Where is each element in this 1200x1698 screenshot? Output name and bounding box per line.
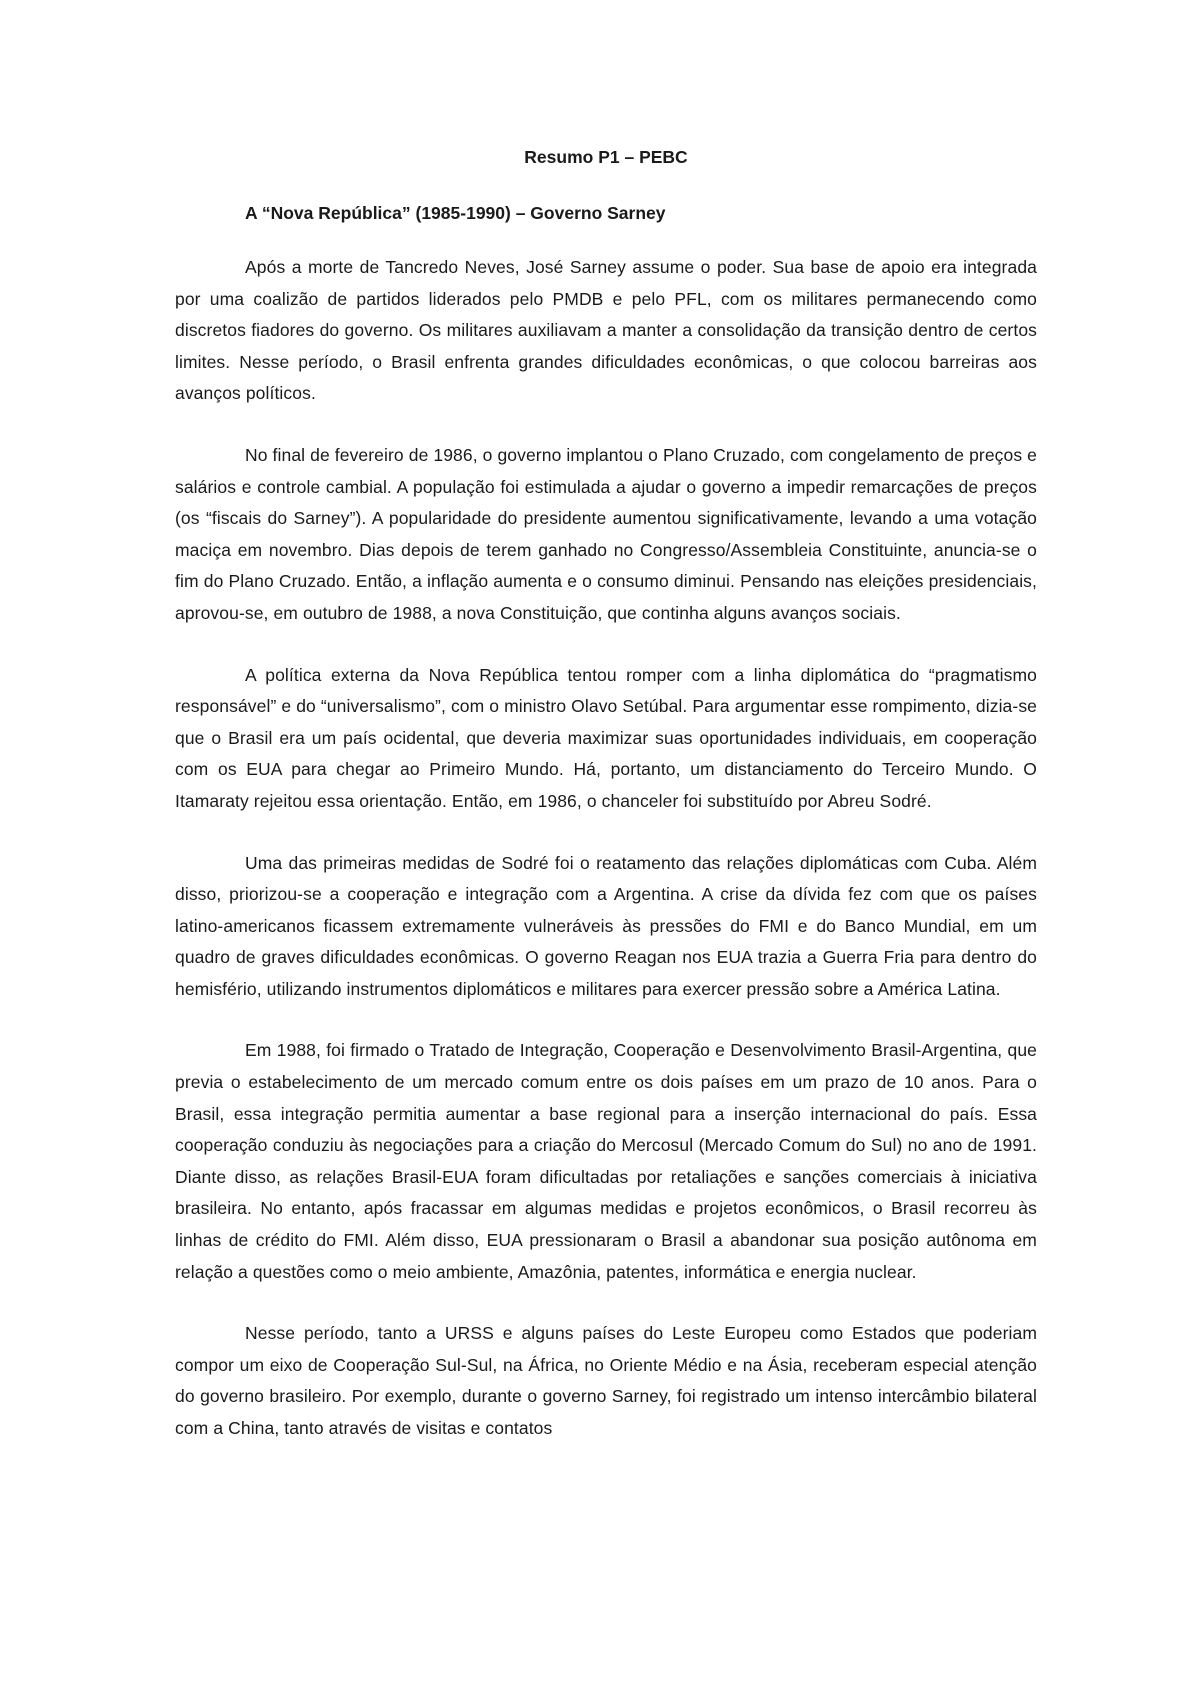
paragraph-1: Após a morte de Tancredo Neves, José Sarney assume o poder. Sua base de apoio era integrada por uma coalizão de partidos liderados pelo PMDB e pelo PFL, com os militares permanecendo como discretos fiadores do governo. Os militares auxiliavam a manter a consolidação da transição dentro de certos limites. Nesse período, o Brasil enfrenta grandes dificuldades econômicas, o que colocou barreiras aos avanços políticos. bbox=[175, 257, 1037, 404]
section-heading: A “Nova República” (1985-1990) – Governo Sarney bbox=[245, 203, 666, 223]
document-title: Resumo P1 – PEBC bbox=[524, 147, 688, 167]
document-body bbox=[175, 142, 1037, 1475]
paragraph-5: Em 1988, foi firmado o Tratado de Integração, Cooperação e Desenvolvimento Brasil-Argentina, que previa o estabelecimento de um mercado comum entre os dois países em um prazo de 10 anos. Para o Brasil, essa integração permitia aumentar a base regional para a inserção internacional do país. Essa cooperação conduziu às negociações para a criação do Mercosul (Mercado Comum do Sul) no ano de 1991. Diante disso, as relações Brasil-EUA foram dificultadas por retaliações e sanções comerciais à iniciativa brasileira. No entanto, após fracassar em algumas medidas e projetos econômicos, o Brasil recorreu às linhas de crédito do FMI. Além disso, EUA pressionaram o Brasil a abandonar sua posição autônoma em relação a questões como o meio ambiente, Amazônia, patentes, informática e energia nuclear. bbox=[175, 1040, 1037, 1282]
paragraph-2: No final de fevereiro de 1986, o governo implantou o Plano Cruzado, com congelamento de preços e salários e controle cambial. A população foi estimulada a ajudar o governo a impedir remarcações de preços (os “fiscais do Sarney”). A popularidade do presidente aumentou significativamente, levando a uma votação maciça em novembro. Dias depois de terem ganhado no Congresso/Assembleia Constituinte, anuncia-se o fim do Plano Cruzado. Então, a inflação aumenta e o consumo diminui. Pensando nas eleições presidenciais, aprovou-se, em outubro de 1988, a nova Constituição, que continha alguns avanços sociais. bbox=[175, 444, 1037, 623]
paragraph-4: Uma das primeiras medidas de Sodré foi o reatamento das relações diplomáticas com Cuba. Além disso, priorizou-se a cooperação e integração com a Argentina. A crise da dívida fez com que os países latino-americanos ficassem extremamente vulneráveis às pressões do FMI e do Banco Mundial, em um quadro de graves dificuldades econômicas. O governo Reagan nos EUA trazia a Guerra Fria para dentro do hemisfério, utilizando instrumentos diplomáticos e militares para exercer pressão sobre a América Latina. bbox=[175, 852, 1037, 999]
paragraph-3: A política externa da Nova República tentou romper com a linha diplomática do “pragmatismo responsável” e do “universalismo”, com o ministro Olavo Setúbal. Para argumentar esse rompimento, dizia-se que o Brasil era um país ocidental, que deveria maximizar suas oportunidades individuais, em cooperação com os EUA para chegar ao Primeiro Mundo. Há, portanto, um distanciamento do Terceiro Mundo. O Itamaraty rejeitou essa orientação. Então, em 1986, o chanceler foi substituído por Abreu Sodré. bbox=[175, 664, 1037, 811]
paragraph-6: Nesse período, tanto a URSS e alguns países do Leste Europeu como Estados que poderiam compor um eixo de Cooperação Sul-Sul, na África, no Oriente Médio e na Ásia, receberam especial atenção do governo brasileiro. Por exemplo, durante o governo Sarney, foi registrado um intenso intercâmbio bilateral com a China, tanto através de visitas e contatos bbox=[175, 1323, 1037, 1438]
